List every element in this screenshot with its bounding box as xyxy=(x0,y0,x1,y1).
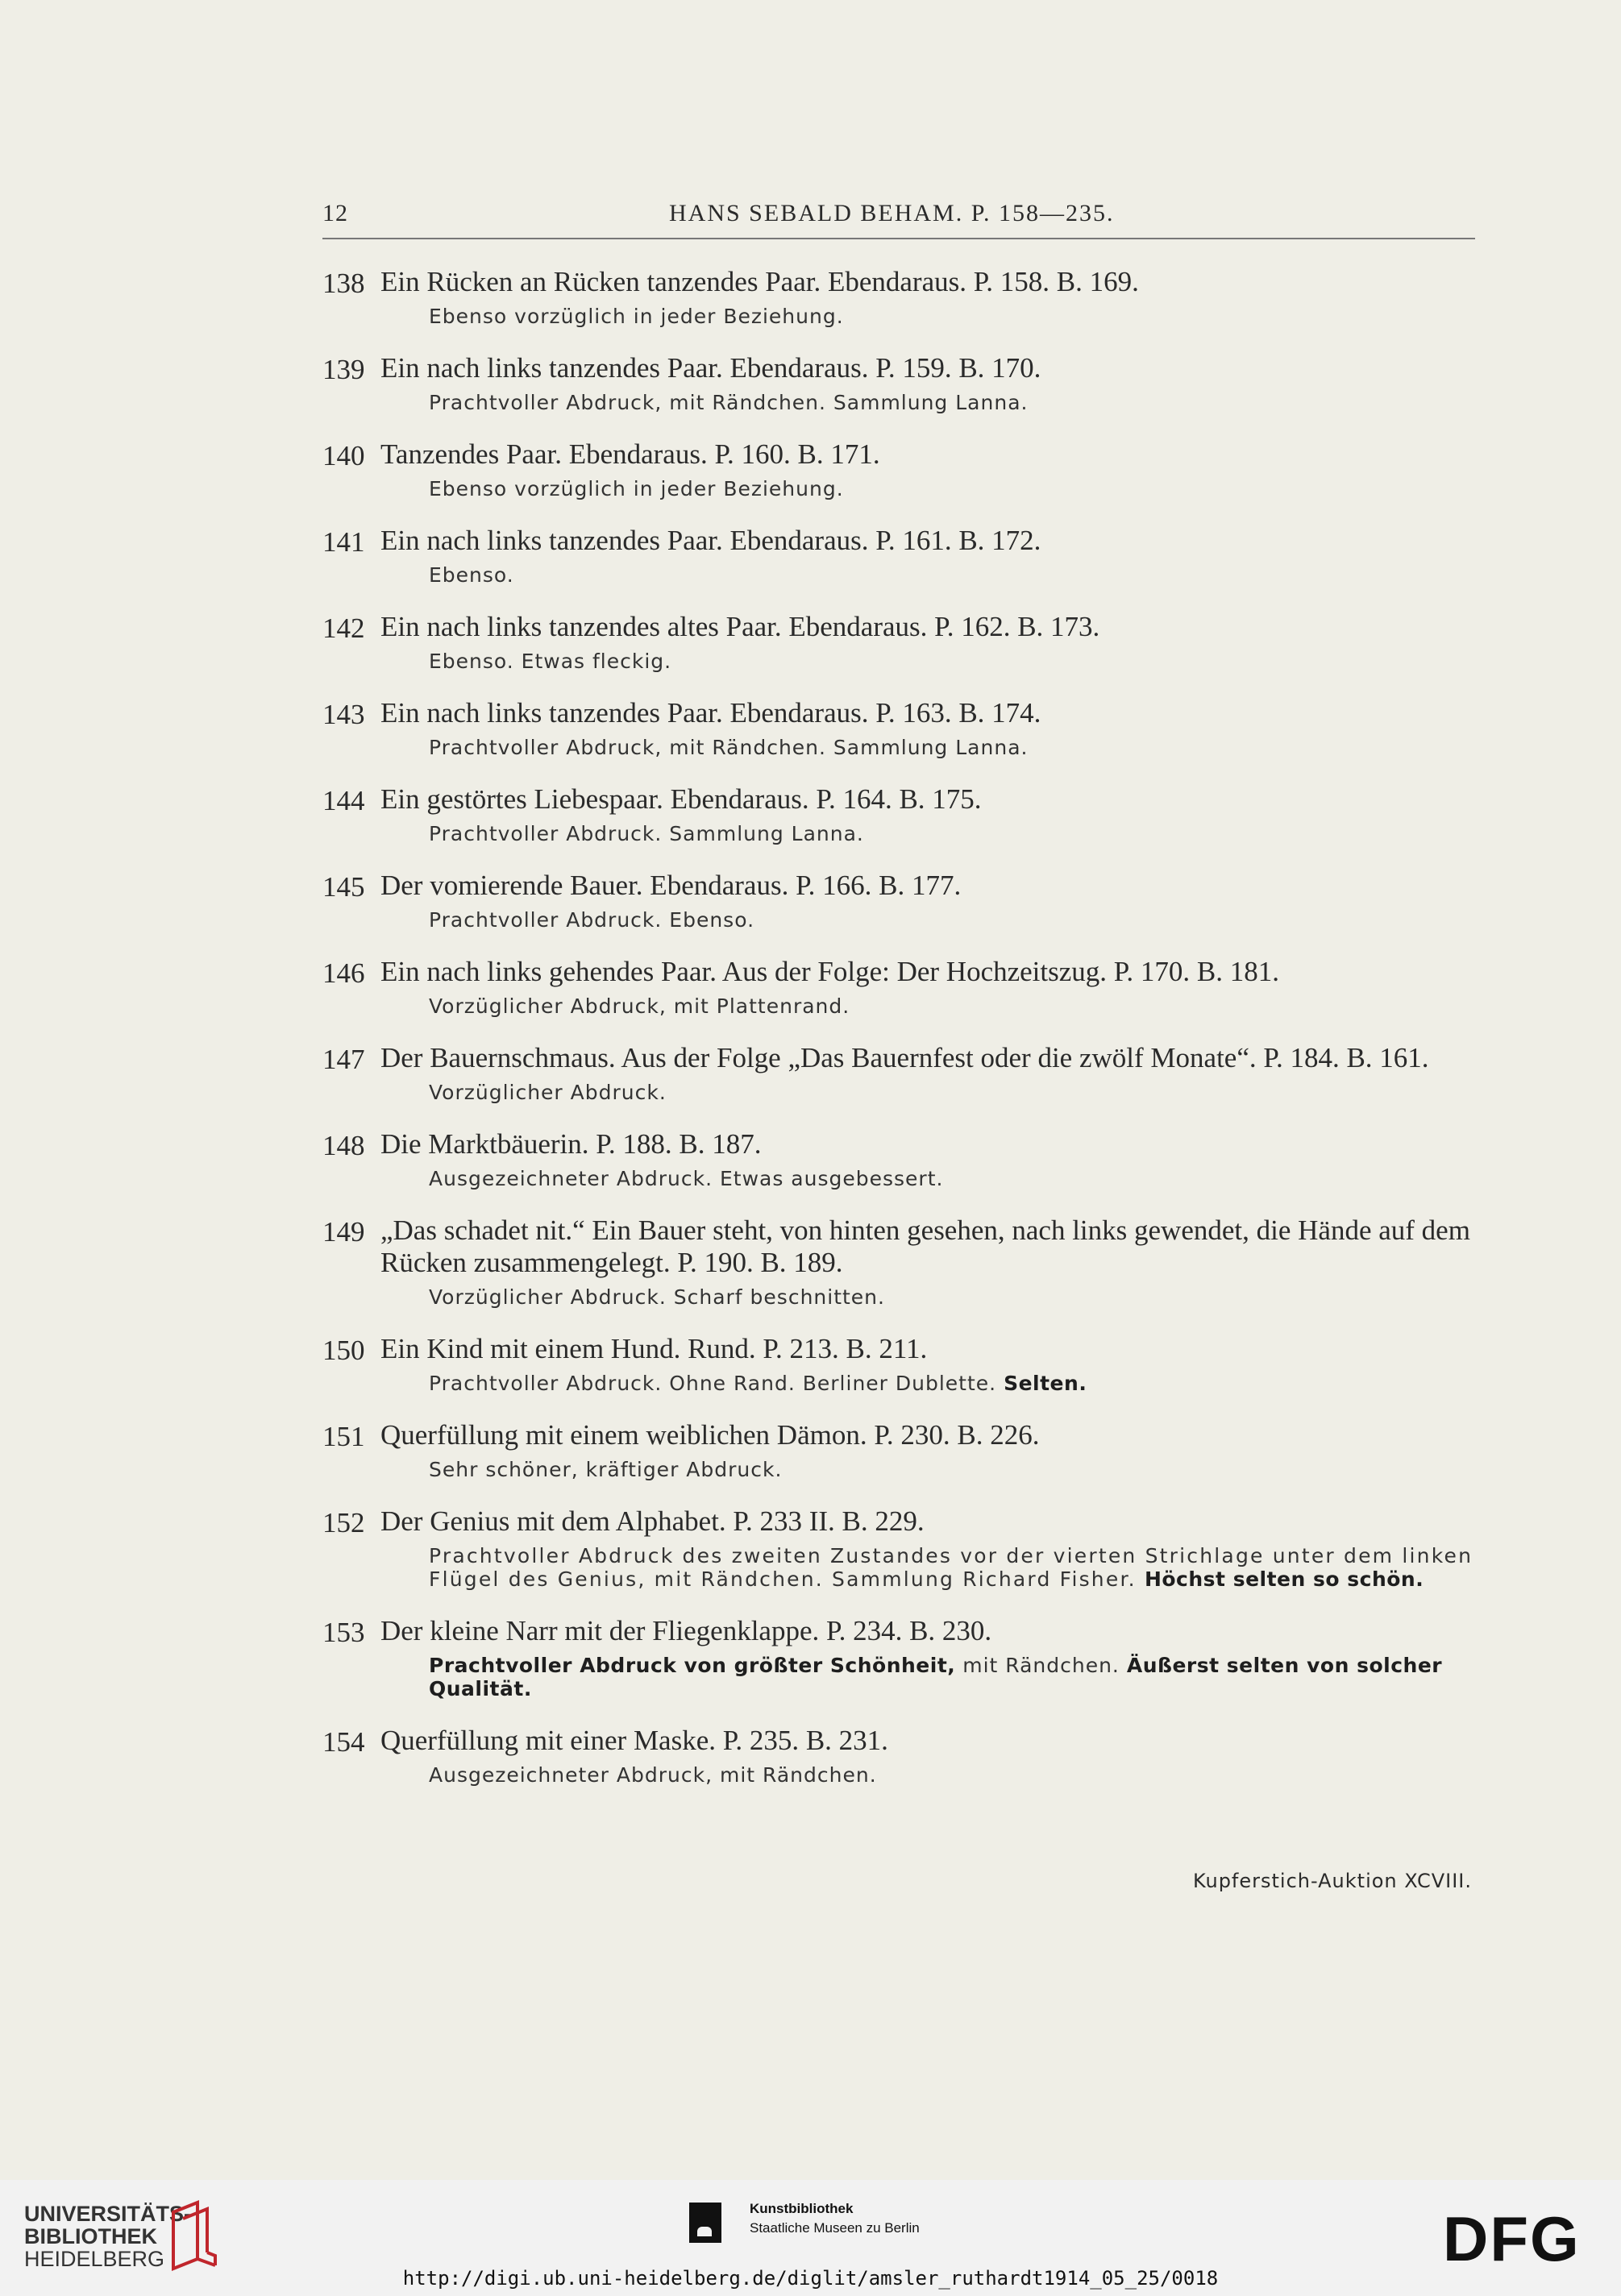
permalink-url[interactable]: http://digi.ub.uni-heidelberg.de/diglit/amsler_ruthardt1914_05_25/0018 xyxy=(402,2267,1219,2290)
catalog-entry xyxy=(322,1419,1477,1481)
entry-note xyxy=(429,1763,1477,1787)
entry-number: 138 xyxy=(322,268,365,299)
catalog-entry xyxy=(322,1333,1477,1395)
running-head: HANS SEBALD BEHAM. P. 158—235. xyxy=(669,200,1115,226)
entry-note xyxy=(429,908,1477,932)
entry-title: Ein Rücken an Rücken tanzendes Paar. Ebendaraus. P. 158. B. 169. xyxy=(380,266,1139,297)
entry-number: 152 xyxy=(322,1507,365,1538)
entry-title: Ein nach links tanzendes Paar. Ebendaraus. P. 161. B. 172. xyxy=(380,525,1041,556)
entry-number: 147 xyxy=(322,1044,365,1075)
entry-note xyxy=(429,391,1477,414)
entry-number: 142 xyxy=(322,612,365,644)
entry-title: Der Genius mit dem Alphabet. P. 233 II. B. 229. xyxy=(380,1505,925,1537)
entry-number: 153 xyxy=(322,1617,365,1648)
entry-number: 139 xyxy=(322,354,365,385)
entry-note xyxy=(429,477,1477,500)
entry-note-emphasis: Höchst selten so schön. xyxy=(1144,1567,1424,1591)
entry-note xyxy=(429,1654,1477,1700)
entry-note-emphasis: Prachtvoller Abdruck von größter Schönheit, xyxy=(429,1654,956,1677)
catalog-entry xyxy=(322,783,1477,845)
kb-line-2: Staatliche Museen zu Berlin xyxy=(750,2220,920,2236)
entry-title: Querfüllung mit einem weiblichen Dämon. P. 230. B. 226. xyxy=(380,1419,1040,1451)
entry-note-text: Ausgezeichneter Abdruck. Etwas ausgebessert. xyxy=(429,1167,944,1190)
entry-title: Querfüllung mit einer Maske. P. 235. B. 231. xyxy=(380,1725,888,1756)
entry-title: Die Marktbäuerin. P. 188. B. 187. xyxy=(380,1128,762,1160)
entry-note xyxy=(429,1285,1477,1309)
entry-title: Der vomierende Bauer. Ebendaraus. P. 166. B. 177. xyxy=(380,870,962,901)
entry-number: 146 xyxy=(322,957,365,989)
entry-number: 144 xyxy=(322,785,365,816)
catalog-entry xyxy=(322,1214,1477,1309)
catalog-mark: Kupferstich-Auktion XCVIII. xyxy=(1192,1870,1472,1892)
entry-title: Ein Kind mit einem Hund. Rund. P. 213. B. 211. xyxy=(380,1333,928,1364)
entry-number: 145 xyxy=(322,871,365,903)
entry-note-text: Vorzüglicher Abdruck, mit Plattenrand. xyxy=(429,994,850,1018)
ub-heidelberg-logo-icon[interactable] xyxy=(165,2196,222,2277)
entry-note-emphasis: Selten. xyxy=(1004,1372,1087,1395)
catalog-entry xyxy=(322,1725,1477,1787)
ub-line-3: HEIDELBERG xyxy=(24,2247,165,2271)
catalog-entry xyxy=(322,870,1477,932)
entry-note xyxy=(429,563,1477,587)
entry-title: Ein gestörtes Liebespaar. Ebendaraus. P. 164. B. 175. xyxy=(380,783,982,815)
entry-note xyxy=(429,1081,1477,1104)
catalog-entry xyxy=(322,1128,1477,1190)
entry-note xyxy=(429,650,1477,673)
ub-line-1: UNIVERSITÄTS- xyxy=(24,2202,192,2226)
entry-title: Der Bauernschmaus. Aus der Folge „Das Bauernfest oder die zwölf Monate“. P. 184. B. 161. xyxy=(380,1042,1429,1073)
entry-note-text: Prachtvoller Abdruck. Ohne Rand. Berliner Dublette. xyxy=(429,1372,997,1395)
catalog-entry xyxy=(322,525,1477,587)
entry-note-text: Vorzüglicher Abdruck. Scharf beschnitten. xyxy=(429,1285,885,1309)
page-header xyxy=(322,200,1475,242)
catalog-entry xyxy=(322,1042,1477,1104)
catalog-entry xyxy=(322,1615,1477,1700)
ub-line-2: BIBLIOTHEK xyxy=(24,2224,157,2248)
catalog-entry xyxy=(322,611,1477,673)
kb-line-1: Kunstbibliothek xyxy=(750,2201,854,2216)
catalog-entry xyxy=(322,266,1477,328)
entry-note-text: Sehr schöner, kräftiger Abdruck. xyxy=(429,1458,783,1481)
catalog-entry xyxy=(322,1505,1477,1591)
kunstbibliothek-logo-text[interactable] xyxy=(750,2199,920,2238)
catalog-entry xyxy=(322,438,1477,500)
entry-note-text: Ebenso vorzüglich in jeder Beziehung. xyxy=(429,477,844,500)
entry-note xyxy=(429,1167,1477,1190)
entry-note-text: Vorzüglicher Abdruck. xyxy=(429,1081,667,1104)
entry-title: Ein nach links tanzendes Paar. Ebendaraus. P. 163. B. 174. xyxy=(380,697,1041,729)
header-rule xyxy=(322,238,1475,239)
entry-number: 140 xyxy=(322,440,365,471)
entry-note-text: Prachtvoller Abdruck des zweiten Zustandes vor der vierten Strichlage unter dem linken Flügel des Genius, mit Rändchen. Sammlung Richard Fisher. xyxy=(429,1544,1473,1591)
entry-note-text: Prachtvoller Abdruck. Sammlung Lanna. xyxy=(429,822,864,845)
entry-note-text: Prachtvoller Abdruck, mit Rändchen. Sammlung Lanna. xyxy=(429,391,1029,414)
entry-note-text: Prachtvoller Abdruck. Ebenso. xyxy=(429,908,755,932)
kunstbibliothek-logo-icon[interactable] xyxy=(689,2203,721,2243)
catalog-entries xyxy=(322,266,1477,1811)
entry-note-text: Ebenso. xyxy=(429,563,514,587)
entry-title: „Das schadet nit.“ Ein Bauer steht, von hinten gesehen, nach links gewendet, die Hände auf dem Rücken zusammengelegt. P. 190. B. 189. xyxy=(380,1214,1470,1278)
entry-note xyxy=(429,305,1477,328)
entry-note-text: Ebenso. Etwas fleckig. xyxy=(429,650,672,673)
entry-note xyxy=(429,822,1477,845)
viewer-footer-bar xyxy=(0,2180,1621,2296)
dfg-logo[interactable]: DFG xyxy=(1443,2203,1581,2274)
page-number: 12 xyxy=(322,200,348,226)
entry-number: 148 xyxy=(322,1130,365,1161)
entry-note-text: Ausgezeichneter Abdruck, mit Rändchen. xyxy=(429,1763,877,1787)
entry-note xyxy=(429,1372,1477,1395)
entry-note-text: Ebenso vorzüglich in jeder Beziehung. xyxy=(429,305,844,328)
entry-number: 150 xyxy=(322,1335,365,1366)
entry-number: 141 xyxy=(322,526,365,558)
entry-note-text: mit Rändchen. xyxy=(962,1654,1120,1677)
entry-number: 154 xyxy=(322,1726,365,1758)
entry-number: 151 xyxy=(322,1421,365,1452)
entry-title: Ein nach links gehendes Paar. Aus der Folge: Der Hochzeitszug. P. 170. B. 181. xyxy=(380,956,1279,987)
entry-note-text: Prachtvoller Abdruck, mit Rändchen. Sammlung Lanna. xyxy=(429,736,1029,759)
entry-title: Der kleine Narr mit der Fliegenklappe. P. 234. B. 230. xyxy=(380,1615,992,1646)
entry-number: 149 xyxy=(322,1216,365,1248)
entry-note-emphasis: Äußerst selten von solcher Qualität. xyxy=(429,1654,1443,1700)
catalog-entry xyxy=(322,697,1477,759)
entry-note xyxy=(429,1544,1477,1591)
entry-number: 143 xyxy=(322,699,365,730)
entry-title: Ein nach links tanzendes altes Paar. Ebendaraus. P. 162. B. 173. xyxy=(380,611,1100,642)
catalog-entry xyxy=(322,956,1477,1018)
entry-note xyxy=(429,994,1477,1018)
entry-title: Tanzendes Paar. Ebendaraus. P. 160. B. 171. xyxy=(380,438,880,470)
entry-note xyxy=(429,736,1477,759)
catalog-entry xyxy=(322,352,1477,414)
entry-title: Ein nach links tanzendes Paar. Ebendaraus. P. 159. B. 170. xyxy=(380,352,1041,384)
entry-note xyxy=(429,1458,1477,1481)
